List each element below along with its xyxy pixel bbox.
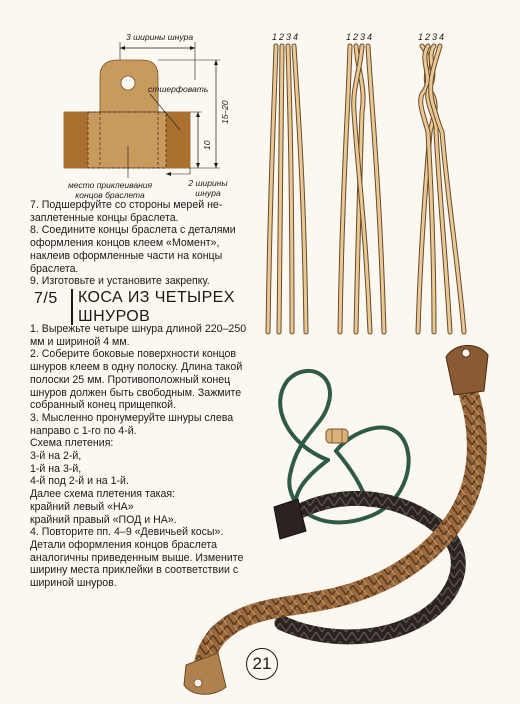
instruction-4: 4. Повторите пп. 4–9 «Девичьей косы». Детали оформления концов браслета аналогичны приведенным выше. Измените ширину места приклейки в соответствии с шириной шнуров. [30, 526, 244, 590]
page-number: 21 [246, 648, 278, 680]
dimension-15-20-label: 15–20 [220, 100, 230, 124]
strand-group-3 [418, 46, 464, 332]
clasp-technical-drawing [30, 28, 250, 200]
glue-area-label: место приклеивания концов браслета [67, 180, 153, 200]
strand-group-1 [268, 46, 306, 332]
section-title: КОСА ИЗ ЧЕТЫРЕХ ШНУРОВ [78, 289, 235, 325]
bracelets-photo [178, 335, 520, 699]
braid-strands-diagram [262, 32, 484, 342]
scheme-continued-heading: Далее схема плетения такая: [30, 488, 176, 501]
scheme-heading: Схема плетения: [30, 437, 114, 450]
top-dimension-label: 3 ширины шнура [126, 32, 194, 42]
wooden-bead [326, 429, 348, 443]
bracelets-illustration [178, 335, 520, 699]
clasp-drawing-svg [30, 28, 250, 200]
step-8: 8. Соедините концы браслета с деталями оформления концов клеем «Момент», наклеив оформленные части на концы браслета. [30, 224, 236, 275]
strand-numbers-3: 1234 [418, 32, 447, 42]
strands-svg [262, 32, 484, 342]
instruction-1: 1. Вырежьте четыре шнура длиной 220–250 мм и шириной 4 мм. [30, 323, 247, 348]
dimension-10-label: 10 [202, 140, 212, 150]
step-9: 9. Изготовьте и установите закрепку. [30, 275, 210, 288]
scheme-left-rule: крайний левый «НА» [30, 500, 134, 513]
instruction-3: 3. Мысленно пронумеруйте шнуры слева направо с 1-го по 4-й. [30, 411, 234, 437]
strand-numbers-1: 1234 [272, 32, 301, 42]
two-widths-label: 2 ширины шнура [188, 178, 228, 198]
steps-7-9 [30, 199, 250, 288]
scheme-right-rule: крайний правый «ПОД и НА». [30, 513, 177, 526]
instruction-2: 2. Соберите боковые поверхности концов шнуров клеем в одну полоску. Длина такой полоски 25 мм. Противоположный конец шнуров должен быть свободным. Зажмите собранный конец прищепкой. [30, 348, 243, 412]
strand-numbers-2: 1234 [346, 32, 375, 42]
skive-label: стшерфовать [148, 84, 209, 94]
scheme-line-1: 3-й на 2-й, [30, 450, 82, 463]
section-number: 7/5 [34, 290, 58, 307]
strand-group-2 [340, 46, 384, 332]
scheme-line-3: 4-й под 2-й и на 1-й. [30, 475, 129, 488]
step-7: 7. Подшерфуйте со стороны мерей незаплетенные концы браслета. [30, 199, 223, 224]
section-divider [71, 289, 73, 325]
scheme-line-2: 1-й на 3-й, [30, 462, 82, 475]
